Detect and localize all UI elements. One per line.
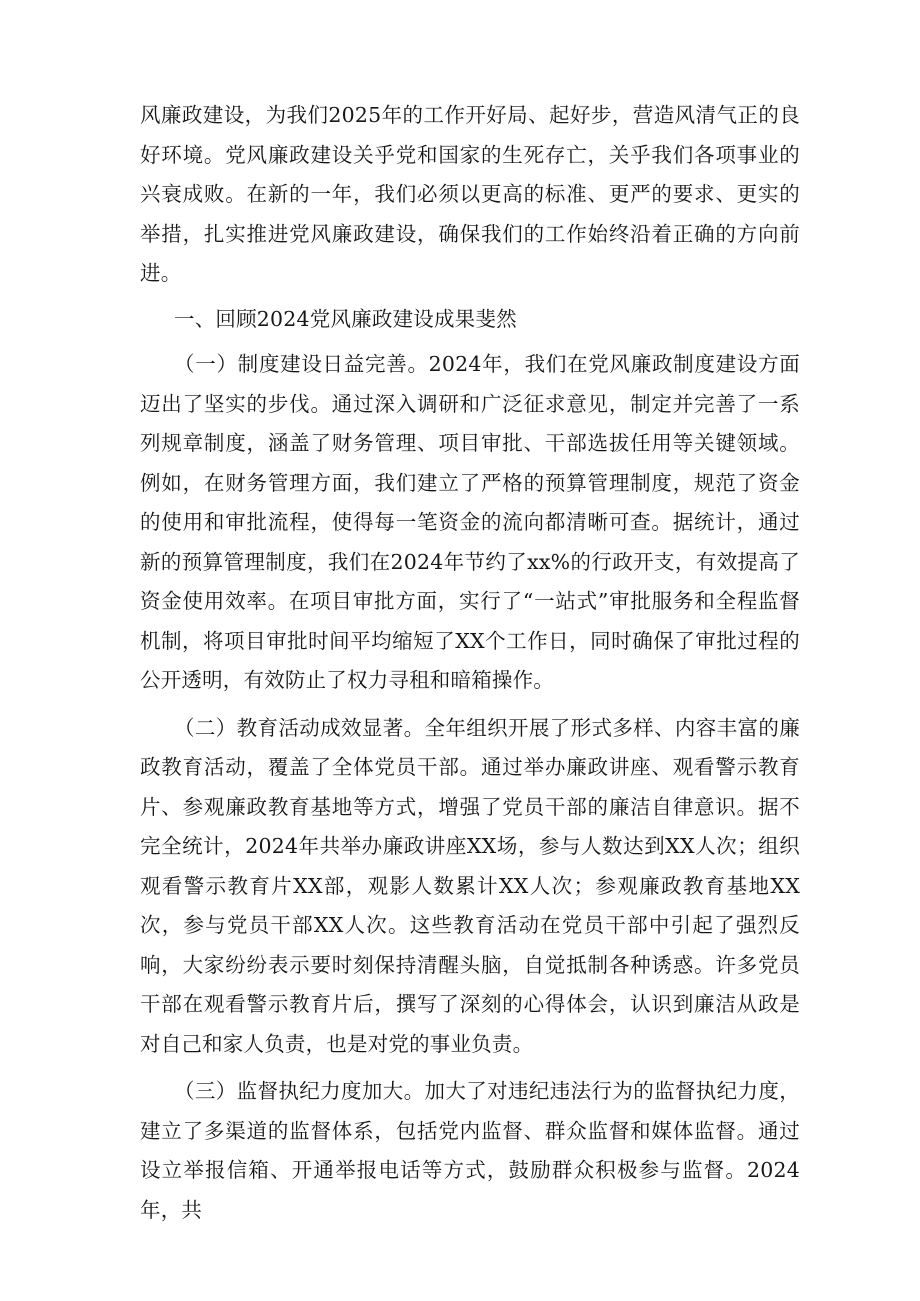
paragraph-education-activities: （二）教育活动成效显著。全年组织开展了形式多样、内容丰富的廉政教育活动，覆盖了全体党员干部。通过举办廉政讲座、观看警示教育片、参观廉政教育基地等方式，增强了党员干部的廉洁自律意识。据不完全统计，2024年共举办廉政讲座XX场，参与人数达到XX人次；组织观看警示教育片XX部，观影人数累计XX人次；参观廉政教育基地XX次，参与党员干部XX人次。这些教育活动在党员干部中引起了强烈反响，大家纷纷表示要时刻保持清醒头脑，自觉抵制各种诱惑。许多党员干部在观看警示教育片后，撰写了深刻的心得体会，认识到廉洁从政是对自己和家人负责，也是对党的事业负责。 bbox=[140, 715, 800, 1056]
document-page bbox=[140, 96, 800, 1238]
paragraph-supervision-discipline: （三）监督执纪力度加大。加大了对违纪违法行为的监督执纪力度，建立了多渠道的监督体系，包括党内监督、群众监督和媒体监督。通过设立举报信箱、开通举报电话等方式，鼓励群众积极参与监督。2024年，共 bbox=[140, 1079, 800, 1222]
intro-paragraph: 风廉政建设，为我们2025年的工作开好局、起好步，营造风清气正的良好环境。党风廉政建设关乎党和国家的生死存亡，关乎我们各项事业的兴衰成败。在新的一年，我们必须以更高的标准、更严的要求、更实的举措，扎实推进党风廉政建设，确保我们的工作始终沿着正确的方向前进。 bbox=[140, 103, 800, 285]
section-heading: 一、回顾2024党风廉政建设成果斐然 bbox=[174, 306, 517, 331]
paragraph-system-building: （一）制度建设日益完善。2024年，我们在党风廉政制度建设方面迈出了坚实的步伐。通过深入调研和广泛征求意见，制定并完善了一系列规章制度，涵盖了财务管理、项目审批、干部选拔任用等关键领域。例如，在财务管理方面，我们建立了严格的预算管理制度，规范了资金的使用和审批流程，使得每一笔资金的流向都清晰可查。据统计，通过新的预算管理制度，我们在2024年节约了xx%的行政开支，有效提高了资金使用效率。在项目审批方面，实行了“一站式”审批服务和全程监督机制，将项目审批时间平均缩短了XX个工作日，同时确保了审批过程的公开透明，有效防止了权力寻租和暗箱操作。 bbox=[140, 352, 800, 692]
